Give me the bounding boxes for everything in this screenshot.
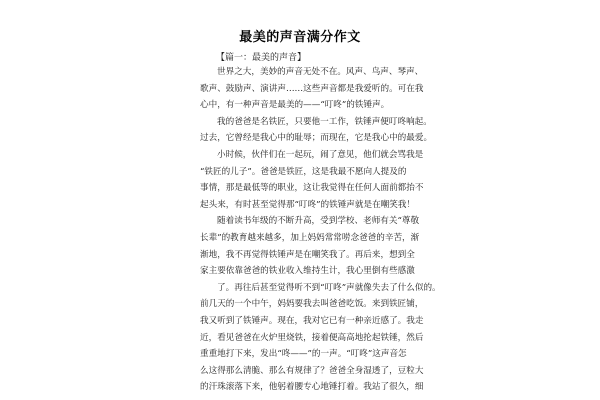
essay-line: 么这得那么清脆、那么有规律了？爸爸全身湿透了，豆粒大 [200,365,424,376]
essay-line: 近，看见爸爸在火炉里烧铁，接着便高高地抡起铁锤，然后 [200,332,424,343]
essay-line: 世界之大，美妙的声音无处不在。风声、鸟声、琴声、 [217,67,424,77]
essay-line: 的汗珠滚落下来，他躬着腰专心地锤打着。我站了很久，细 [200,382,424,393]
essay-line: “铁匠的儿子”。爸爸是铁匠，这是我最不愿向人提及的 [200,166,407,177]
essay-line: 前几天的一个中午，妈妈要我去叫爸爸吃饭。来到铁匠铺， [200,299,424,310]
section-heading: 【篇一：最美的声音】 [216,53,307,63]
essay-body [200,64,441,396]
essay-line: 我又听到了铁锤声。现在，我对它已有一种亲近感了。我走 [200,315,424,326]
document-title: 最美的声音满分作文 [239,30,361,45]
essay-line: 过去，它曾经是我心中的耻辱；而现在，它是我心中的最爱。 [200,133,433,144]
essay-line: 心中，有一种声音是最美的——“叮咚”的铁锤声。 [200,100,390,111]
essay-line: 我的爸爸是名铁匠，只要他一工作，铁锤声便叮咚响起。 [217,116,432,127]
essay-line: 事情，那是最低等的职业，这让我觉得在任何人面前都抬不 [200,183,424,194]
essay-line: 起头来，有时甚至觉得那“叮咚”的铁锤声就是在嘲笑我！ [200,199,416,210]
essay-line: 长辈”的教育越来越多，加上妈妈常常唠念爸爸的辛苦，渐 [200,232,420,243]
essay-line: 了。再往后甚至觉得听不到“叮咚”声就像失去了什么似的。 [217,282,441,293]
essay-line: 重重地打下来，发出“咚——”的一声。“叮咚”这声音怎 [200,349,407,360]
essay-line: 渐地，我不再觉得铁锤声是在嘲笑我了。再后来，想到全 [200,249,415,260]
essay-line: 歌声、鼓励声、演讲声……这些声音都是我爱听的。可在我 [200,83,424,94]
essay-line: 家主要依靠爸爸的铁业收入维持生计，我心里倒有些感激 [200,266,415,277]
essay-line: 随着读书年级的不断升高，受到学校、老师有关“尊敬 [217,216,420,227]
essay-line: 小时候，伙伴们在一起玩，闹了意见，他们就会骂我是 [217,149,424,160]
